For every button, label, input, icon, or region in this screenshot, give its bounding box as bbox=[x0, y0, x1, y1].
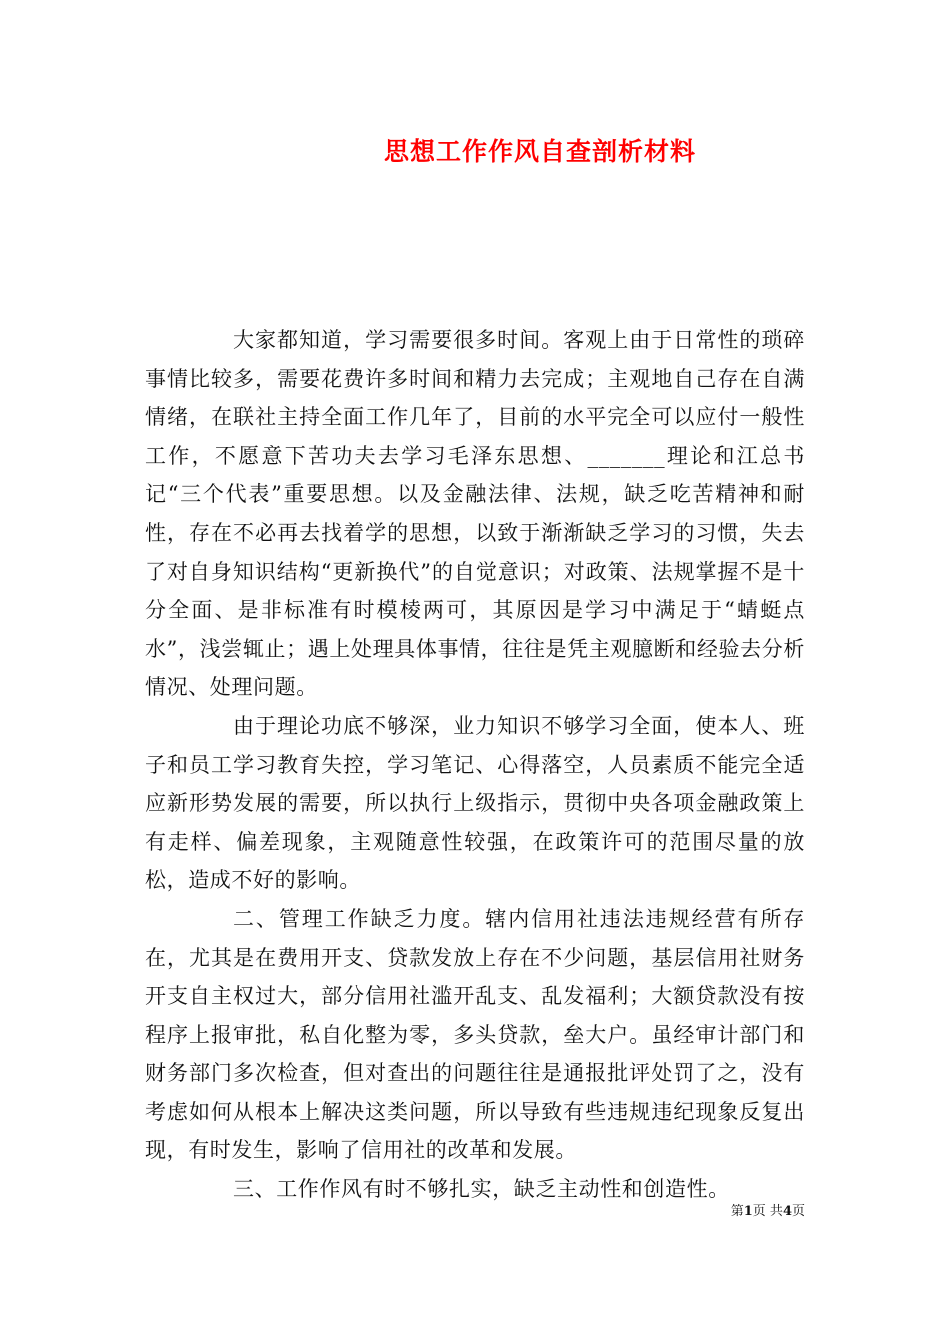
paragraph-study: 大家都知道，学习需要很多时间。客观上由于日常性的琐碎事情比较多，需要花费许多时间和精力去完成；主观地自己存在自满情绪，在联社主持全面工作几年了，目前的水平完全可以应付一般性工作，不愿意下苦功夫去学习毛泽东思想、_______理论和江总书记“三个代表”重要思想。以及金融法律、法规，缺乏吃苦精神和耐性，存在不必再去找着学的思想，以致于渐渐缺乏学习的习惯，失去了对自身知识结构“更新换代”的自觉意识；对政策、法规掌握不是十分全面、是非标准有时模棱两可，其原因是学习中满足于“蜻蜓点水”，浅尝辄止；遇上处理具体事情，往往是凭主观臆断和经验去分析情况、处理问题。 bbox=[145, 328, 805, 700]
paragraph-work-style: 三、工作作风有时不够扎实，缺乏主动性和创造性。 bbox=[233, 1177, 730, 1202]
footer-prefix: 第 bbox=[730, 1204, 744, 1219]
total-pages-number: 4 bbox=[782, 1204, 792, 1219]
footer-middle: 页 共 bbox=[752, 1204, 783, 1219]
document-body bbox=[145, 321, 805, 1209]
document-title: 思想工作作风自查剖析材料 bbox=[383, 137, 696, 166]
current-page-number: 1 bbox=[743, 1204, 753, 1219]
paragraph-theory: 由于理论功底不够深，业力知识不够学习全面，使本人、班子和员工学习教育失控，学习笔记、心得落空，人员素质不能完全适应新形势发展的需要，所以执行上级指示，贯彻中央各项金融政策上有走样、偏差现象，主观随意性较强，在政策许可的范围尽量的放松，造成不好的影响。 bbox=[145, 713, 805, 893]
footer-suffix: 页 bbox=[791, 1204, 805, 1219]
page-footer bbox=[731, 1203, 805, 1221]
paragraph-management: 二、管理工作缺乏力度。辖内信用社违法违规经营有所存在，尤其是在费用开支、贷款发放上存在不少问题，基层信用社财务开支自主权过大，部分信用社滥开乱支、乱发福利；大额贷款没有按程序上报审批，私自化整为零，多头贷款，垒大户。虽经审计部门和财务部门多次检查，但对查出的问题往往是通报批评处罚了之，没有考虑如何从根本上解决这类问题，所以导致有些违规违纪现象反复出现，有时发生，影响了信用社的改革和发展。 bbox=[145, 906, 805, 1163]
